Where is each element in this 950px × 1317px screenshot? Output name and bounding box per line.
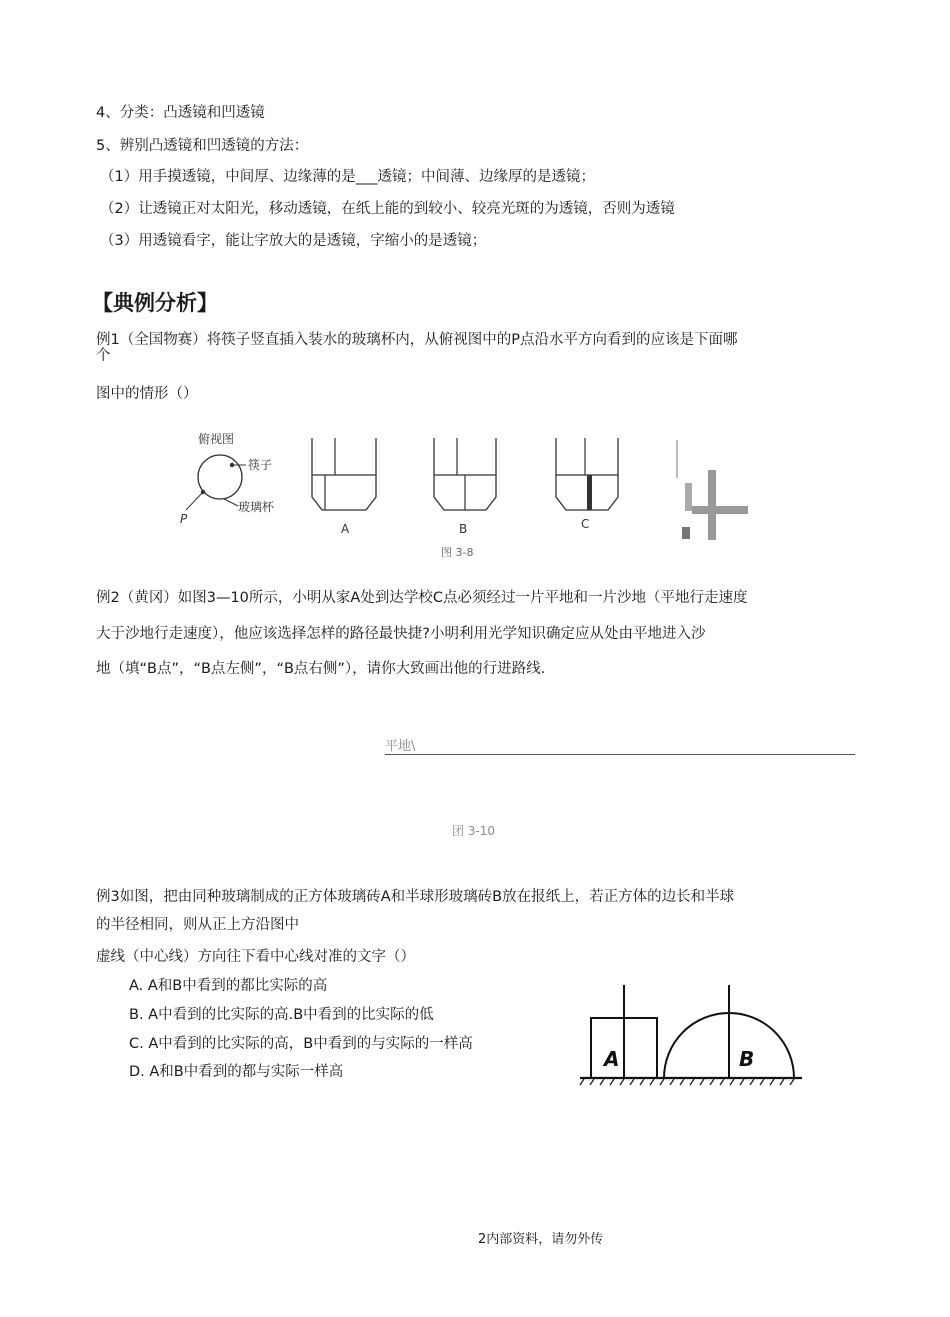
example-3-line-1: 例3如图，把由同种玻璃制成的正方体玻璃砖A和半球形玻璃砖B放在报纸上，若正方体的边长和半球 [96,889,735,905]
example-1-line-1b: 个 [96,348,111,364]
item-4-classification: 4、分类：凸透镜和凹透镜 [96,105,265,121]
page-footer: 2内部资料，请勿外传 [478,1232,604,1247]
section-heading: 【典例分析】 [92,291,218,315]
figure-3-8-caption: 图 3-8 [441,546,474,559]
hatching [580,1079,794,1085]
figure-3-10-caption: 团 3-10 [452,824,496,838]
example-3-line-3: 虚线（中心线）方向往下看中心线对准的文字（） [96,949,415,965]
glass-label: 玻璃杯 [238,500,275,514]
brick-a-label: A [604,1047,620,1071]
option-d: D. A和B中看到的都与实际一样高 [129,1064,344,1080]
example-2-line-3: 地（填“B点”，“B点左侧”，“B点右侧”），请你大致画出他的行进路线. [96,661,546,677]
chopstick-label: 筷子 [248,458,273,472]
brick-b-label: B [739,1047,755,1071]
option-a-label: A [341,522,350,536]
option-b-label: B [459,522,468,536]
example-3-line-2: 的半径相同，则从正上方沿图中 [96,917,299,933]
example-2-line-2: 大于沙地行走速度），他应该选择怎样的路径最快捷?小明利用光学知识确定应从处由平地进入沙 [96,626,706,642]
option-b: B. A中看到的比实际的高.B中看到的比实际的低 [129,1007,434,1023]
method-1: （1）用手摸透镜，中间厚、边缘薄的是___透镜；中间薄、边缘厚的是透镜； [100,169,595,185]
method-3: （3）用透镜看字，能让字放大的是透镜，字缩小的是透镜； [100,233,487,249]
top-view-label: 俯视图 [198,432,235,446]
example-1-line-1: 例1（全国物赛）将筷子竖直插入装水的玻璃杯内，从俯视图中的P点沿水平方向看到的应该是下面哪 [96,332,738,348]
example-2-line-1: 例2（黄冈）如图3—10所示，小明从家A处到达学校C点必须经过一片平地和一片沙地（平地行走速度 [96,590,748,606]
point-p-label: P [180,512,188,526]
ground-label: 平地\ [385,739,416,754]
option-a: A. A和B中看到的都比实际的高 [129,978,328,994]
option-c: C. A中看到的比实际的高，B中看到的与实际的一样高 [129,1036,473,1052]
option-c-label: C [581,517,590,531]
item-5-methods: 5、辨别凸透镜和凹透镜的方法： [96,138,309,154]
method-2: （2）让透镜正对太阳光，移动透镜，在纸上能的到较小、较亮光斑的为透镜，否则为透镜 [100,201,675,217]
example-1-line-2: 图中的情形（） [96,386,198,402]
